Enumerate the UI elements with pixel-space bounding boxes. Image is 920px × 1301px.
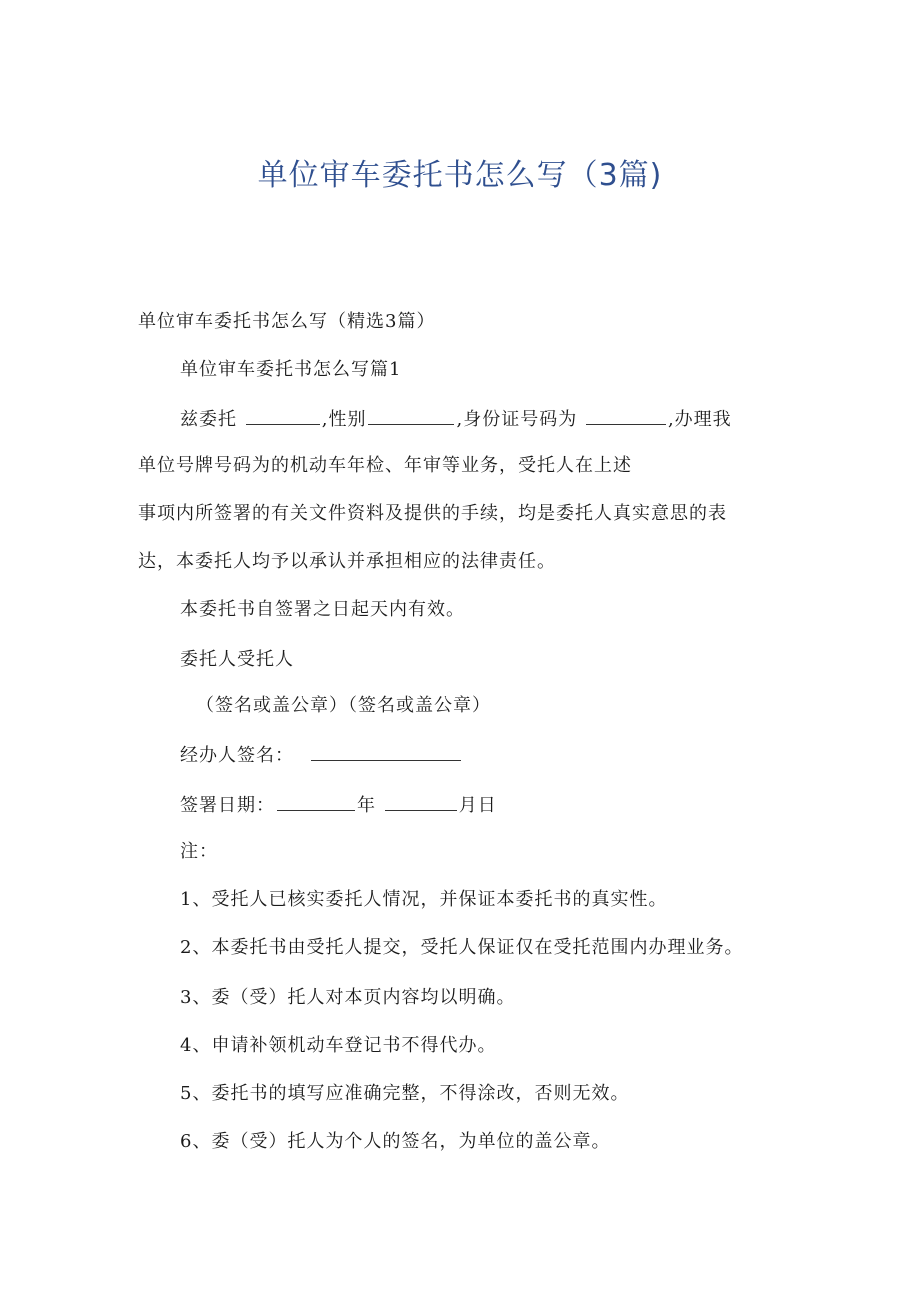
- paragraph-line-1: [180, 406, 732, 432]
- paragraph-line-2: 单位号牌号码为的机动车年检、年审等业务，受托人在上述: [138, 455, 632, 476]
- id-number-label: ,身份证号码为: [456, 409, 578, 430]
- id-number-blank[interactable]: [586, 406, 666, 425]
- note-label: 注：: [180, 841, 218, 862]
- paragraph-line-3: 事项内所签署的有关文件资料及提供的手续，均是委托人真实意思的表: [138, 503, 727, 524]
- gender-blank[interactable]: [368, 406, 454, 425]
- validity-statement: 本委托书自签署之日起天内有效。: [180, 599, 465, 620]
- gender-label: ,性别: [321, 409, 367, 430]
- signature-note: （签名或盖公章）（签名或盖公章）: [196, 695, 491, 716]
- year-blank[interactable]: [277, 792, 355, 811]
- entrust-label: 兹委托: [180, 409, 237, 430]
- entrustee-name-blank[interactable]: [246, 406, 320, 425]
- note-item: 4、申请补领机动车登记书不得代办。: [180, 1035, 497, 1056]
- date-label: 签署日期：: [180, 795, 275, 816]
- note-item: 6、委（受）托人为个人的签名，为单位的盖公章。: [180, 1131, 611, 1152]
- parties-line: 委托人受托人: [180, 649, 294, 670]
- signing-date-line: [180, 792, 497, 818]
- handler-signature-blank[interactable]: [311, 742, 461, 761]
- document-title: 单位审车委托书怎么写（3篇): [257, 158, 663, 193]
- month-blank[interactable]: [385, 792, 457, 811]
- note-item: 5、委托书的填写应准确完整，不得涂改，否则无效。: [180, 1083, 630, 1104]
- note-item: 2、本委托书由受托人提交，受托人保证仅在受托范围内办理业务。: [180, 937, 744, 958]
- section-heading: 单位审车委托书怎么写篇1: [180, 359, 402, 380]
- year-label: 年: [357, 795, 376, 816]
- month-day-label: 月日: [458, 795, 497, 816]
- note-item: 3、委（受）托人对本页内容均以明确。: [180, 987, 516, 1008]
- paragraph-line-4: 达，本委托人均予以承认并承担相应的法律责任。: [138, 551, 556, 572]
- note-item: 1、受托人已核实委托人情况，并保证本委托书的真实性。: [180, 889, 668, 910]
- handle-label: ,办理我: [667, 409, 732, 430]
- handler-label: 经办人签名：: [180, 745, 294, 766]
- document-subtitle: 单位审车委托书怎么写（精选3篇）: [138, 311, 436, 332]
- handler-signature-line: [180, 742, 463, 768]
